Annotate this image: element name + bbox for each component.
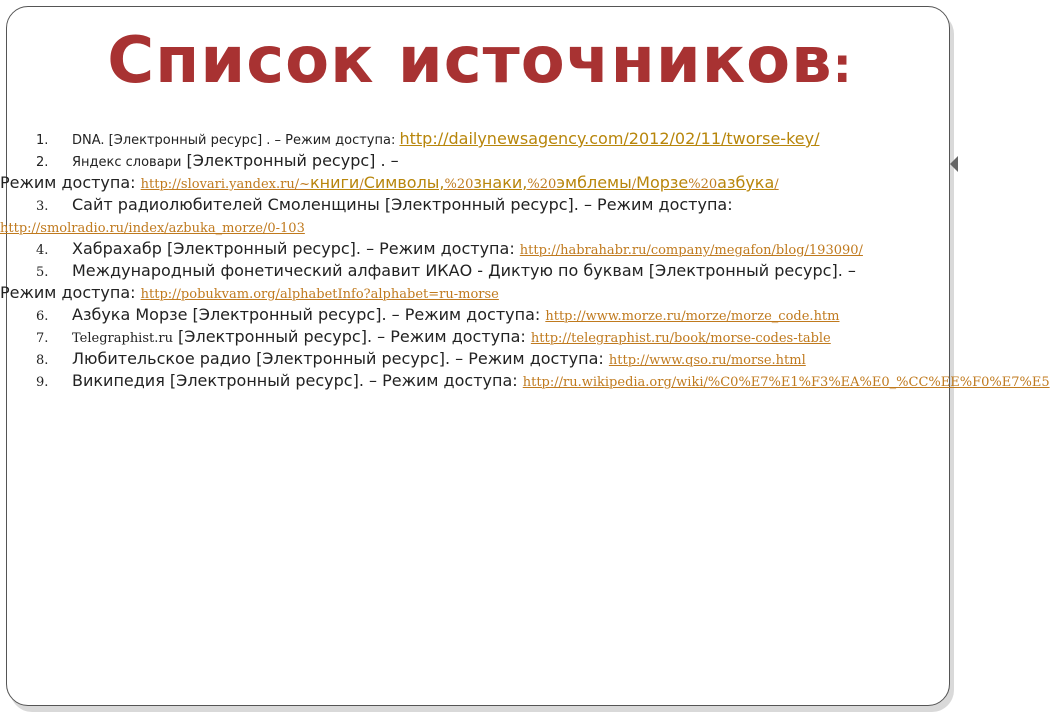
source-link[interactable]: http://habrahabr.ru/company/megafon/blog/193090/ xyxy=(519,243,863,258)
list-item xyxy=(36,326,966,348)
item-number: 1. xyxy=(36,133,49,148)
title-colon: : xyxy=(832,38,853,94)
source-link[interactable]: Символы, xyxy=(363,173,445,192)
reference-list xyxy=(0,128,1050,392)
item-number: 6. xyxy=(36,309,49,324)
item-text: [Электронный ресурс] . – xyxy=(181,151,399,170)
title-text: Список источников xyxy=(107,24,833,98)
source-link[interactable]: / xyxy=(631,177,637,192)
item-text: [Электронный ресурс]. – Режим доступа: xyxy=(172,327,531,346)
source-link[interactable]: http://pobukvam.org/alphabetInfo?alphabet=ru-morse xyxy=(140,287,499,302)
item-number: 9. xyxy=(36,375,49,390)
source-link[interactable]: книги xyxy=(309,173,360,192)
source-link[interactable]: / xyxy=(774,177,779,192)
item-text: Яндекс словари xyxy=(72,155,182,170)
item-number: 8. xyxy=(36,353,49,368)
source-link[interactable]: %20 xyxy=(527,177,557,192)
item-number: 3. xyxy=(36,199,49,214)
list-item-continuation xyxy=(0,282,966,304)
source-link[interactable]: / xyxy=(359,177,364,192)
item-text: Режим доступа: xyxy=(0,283,141,302)
item-number: 7. xyxy=(36,331,49,346)
list-item xyxy=(36,128,966,150)
source-link[interactable]: %20 xyxy=(444,177,474,192)
page-title xyxy=(0,24,960,98)
source-link[interactable]: http://dailynewsagency.com/2012/02/11/tworse-key/ xyxy=(399,129,820,148)
list-item xyxy=(36,348,966,370)
source-link[interactable]: эмблемы xyxy=(556,173,632,192)
list-item xyxy=(36,194,966,216)
source-link[interactable]: азбука xyxy=(717,173,775,192)
list-item xyxy=(36,304,966,326)
list-item xyxy=(36,150,966,172)
source-link[interactable]: http://smolradio.ru/index/azbuka_morze/0-103 xyxy=(0,221,305,236)
source-link[interactable]: http://ru.wikipedia.org/wiki/%C0%E7%E1%F3%EA%E0_%CC%EE%F0%E7%E5 xyxy=(522,375,1050,390)
source-link[interactable]: http://slovari.yandex.ru/~ xyxy=(140,177,310,192)
item-number: 4. xyxy=(36,243,49,258)
item-text: Режим доступа: xyxy=(0,173,141,192)
list-item xyxy=(36,260,966,282)
source-link[interactable]: http://www.morze.ru/morze/morze_code.htm xyxy=(545,309,840,324)
item-text: DNA. [Электронный ресурс] . – Режим доступа: xyxy=(72,133,400,148)
item-text: Любительское радио [Электронный ресурс]. – Режим доступа: xyxy=(72,349,609,368)
source-link[interactable]: %20 xyxy=(688,177,718,192)
list-item-continuation xyxy=(0,216,966,238)
item-text: Сайт радиолюбителей Смоленщины [Электронный ресурс]. – Режим доступа: xyxy=(72,195,733,214)
list-item xyxy=(36,238,966,260)
item-number: 2. xyxy=(36,155,49,170)
item-text: Азбука Морзе [Электронный ресурс]. – Режим доступа: xyxy=(72,305,546,324)
source-link[interactable]: http://www.qso.ru/morse.html xyxy=(608,353,806,368)
item-text: Хабрахабр [Электронный ресурс]. – Режим доступа: xyxy=(72,239,520,258)
item-number: 5. xyxy=(36,265,49,280)
list-item xyxy=(36,370,1050,392)
list-item-continuation xyxy=(0,172,966,194)
source-link[interactable]: знаки, xyxy=(473,173,528,192)
item-text: Telegraphist.ru xyxy=(72,331,173,346)
source-link[interactable]: Морзе xyxy=(636,173,689,192)
item-text: Международный фонетический алфавит ИКАО - Диктую по буквам [Электронный ресурс]. – xyxy=(72,261,856,280)
item-text: Википедия [Электронный ресурс]. – Режим доступа: xyxy=(72,371,523,390)
source-link[interactable]: http://telegraphist.ru/book/morse-codes-table xyxy=(530,331,831,346)
